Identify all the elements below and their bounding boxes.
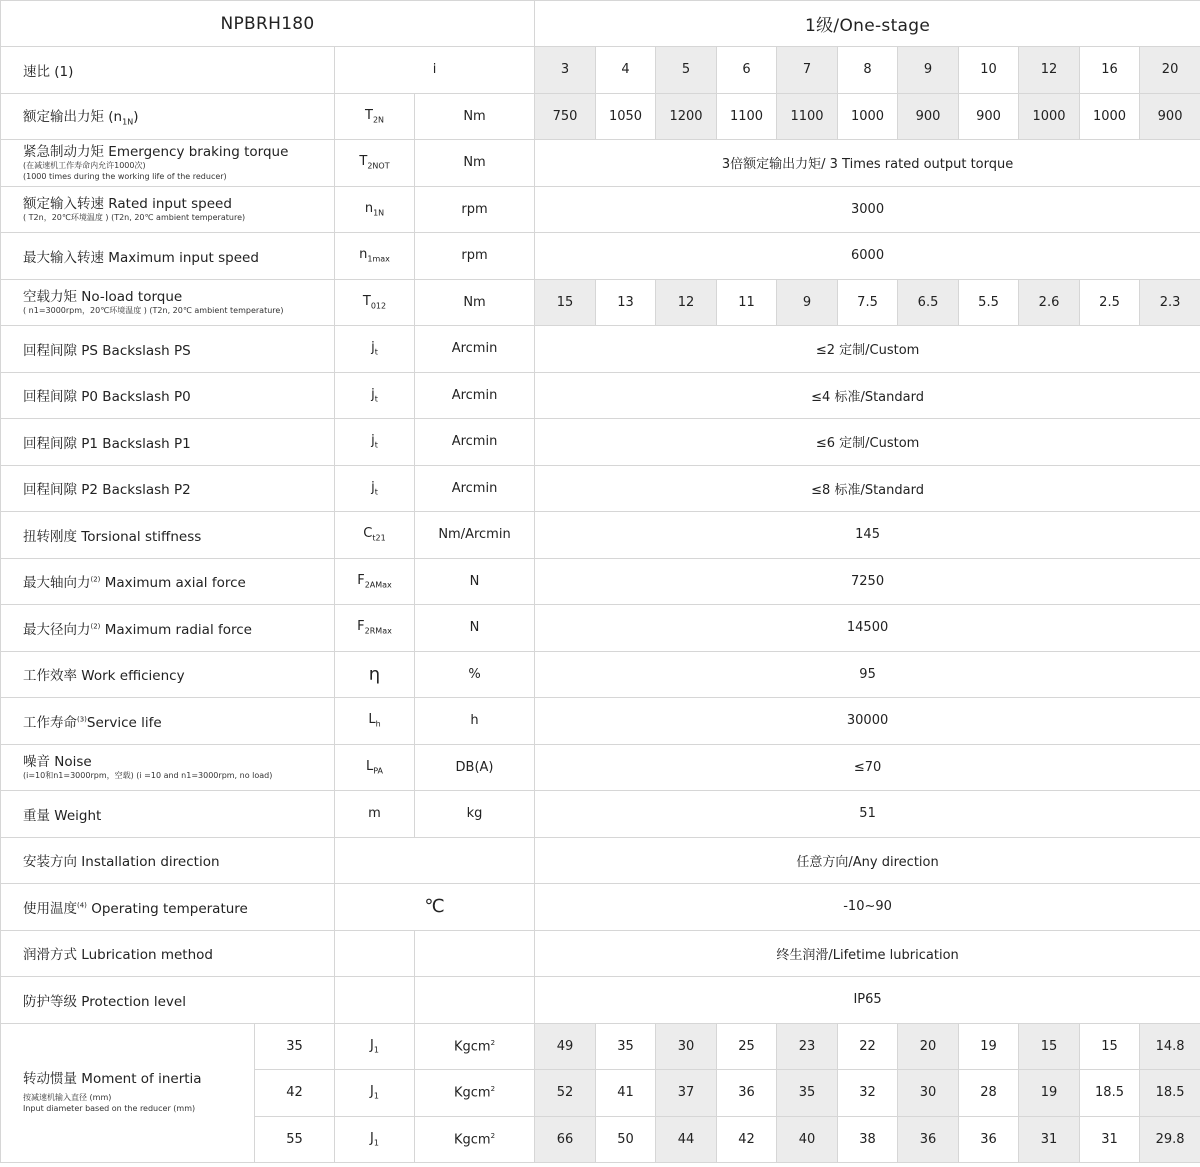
life-label: 工作寿命$^{(3)}$Service life [1,698,335,745]
noload-value: 9 [777,279,838,326]
inertia-label: 转动惯量 Moment of inertia 按减速机输入直径 (mm) Input diameter based on the reducer (mm) [1,1023,255,1163]
protection-symbol-empty [335,977,415,1024]
radial-label: 最大径向力$^{(2)}$ Maximum radial force [1,605,335,652]
protection-value: IP65 [535,977,1200,1024]
ratio-value: 7 [777,47,838,94]
noload-unit: Nm [415,279,535,326]
inertia-value: 29.8 [1140,1116,1200,1163]
ratio-value: 10 [959,47,1019,94]
efficiency-label: 工作效率 Work efficiency [1,651,335,698]
inertia-unit: Kgcm$^2$ [415,1023,535,1070]
noise-symbol: $L_{PA}$ [335,744,415,791]
noload-value: 5.5 [959,279,1019,326]
inertia-value: 31 [1080,1116,1140,1163]
install-label: 安装方向 Installation direction [1,837,335,884]
rated-torque-row [1,93,1200,140]
ratio-value: 12 [1019,47,1080,94]
ratio-value: 6 [717,47,777,94]
stiffness-symbol: $C_{t21}$ [335,512,415,559]
noload-value: 12 [656,279,717,326]
inertia-unit: Kgcm$^2$ [415,1070,535,1117]
rated-torque-unit: Nm [415,93,535,140]
radial-symbol: $F_{2RMax}$ [335,605,415,652]
stiffness-label: 扭转刚度 Torsional stiffness [1,512,335,559]
inertia-value: 28 [959,1070,1019,1117]
stiffness-unit: Nm/Arcmin [415,512,535,559]
rated-speed-unit: rpm [415,186,535,233]
noise-row [1,744,1200,791]
axial-row [1,558,1200,605]
max-speed-label: 最大输入转速 Maximum input speed [1,233,335,280]
inertia-symbol: $J_1$ [335,1116,415,1163]
radial-value: 14500 [535,605,1200,652]
radial-unit: N [415,605,535,652]
inertia-value: 36 [898,1116,959,1163]
rated-speed-label: 额定输入转速 Rated input speed ( T2n，20℃环境温度 ) (T2n, 20℃ ambient temperature) [1,186,335,233]
inertia-value: 18.5 [1080,1070,1140,1117]
inertia-diameter: 42 [255,1070,335,1117]
efficiency-unit: % [415,651,535,698]
inertia-value: 38 [838,1116,898,1163]
noise-unit: DB(A) [415,744,535,791]
max-speed-symbol: $n_{1max}$ [335,233,415,280]
ratio-value: 8 [838,47,898,94]
torque-value: 1200 [656,93,717,140]
axial-symbol: $F_{2AMax}$ [335,558,415,605]
torque-value: 900 [1140,93,1200,140]
temp-unit: ℃ [335,884,535,931]
backlash-label: 回程间隙 PS Backslash PS [1,326,335,373]
noload-value: 15 [535,279,596,326]
torque-value: 1000 [1080,93,1140,140]
inertia-value: 42 [717,1116,777,1163]
efficiency-row [1,651,1200,698]
inertia-value: 44 [656,1116,717,1163]
torque-value: 1050 [596,93,656,140]
inertia-symbol: $J_1$ [335,1023,415,1070]
backlash-unit: Arcmin [415,326,535,373]
protection-label: 防护等级 Protection level [1,977,335,1024]
torque-value: 900 [959,93,1019,140]
backlash-p1-row [1,419,1200,466]
emergency-row [1,140,1200,187]
inertia-value: 23 [777,1023,838,1070]
backlash-unit: Arcmin [415,372,535,419]
inertia-value: 36 [717,1070,777,1117]
inertia-value: 14.8 [1140,1023,1200,1070]
torque-value: 1000 [1019,93,1080,140]
noload-label: 空载力矩 No-load torque ( n1=3000rpm，20℃环境温度 ) (T2n, 20℃ ambient temperature) [1,279,335,326]
inertia-value: 19 [959,1023,1019,1070]
backlash-symbol: $j_t$ [335,372,415,419]
noload-value: 13 [596,279,656,326]
life-row [1,698,1200,745]
rated-torque-symbol: $T_{2N}$ [335,93,415,140]
inertia-value: 30 [898,1070,959,1117]
backlash-label: 回程间隙 P1 Backslash P1 [1,419,335,466]
install-row [1,837,1200,884]
backlash-p2-row [1,465,1200,512]
radial-row [1,605,1200,652]
temp-value: -10~90 [535,884,1200,931]
noload-value: 7.5 [838,279,898,326]
ratio-value: 16 [1080,47,1140,94]
inertia-symbol: $J_1$ [335,1070,415,1117]
inertia-value: 25 [717,1023,777,1070]
inertia-value: 22 [838,1023,898,1070]
inertia-diameter: 35 [255,1023,335,1070]
torque-value: 1100 [777,93,838,140]
backlash-symbol: $j_t$ [335,419,415,466]
install-value: 任意方向/Any direction [535,837,1200,884]
noload-value: 2.5 [1080,279,1140,326]
axial-unit: N [415,558,535,605]
backlash-value: ≤2 定制/Custom [535,326,1200,373]
life-value: 30000 [535,698,1200,745]
axial-value: 7250 [535,558,1200,605]
model-header: NPBRH180 [1,1,535,47]
inertia-value: 41 [596,1070,656,1117]
temp-label: 使用温度$^{(4)}$ Operating temperature [1,884,335,931]
lube-symbol-empty [335,930,415,977]
emergency-value: 3倍额定输出力矩/ 3 Times rated output torque [535,140,1200,187]
inertia-value: 50 [596,1116,656,1163]
lube-unit-empty [415,930,535,977]
ratio-value: 20 [1140,47,1200,94]
noload-value: 6.5 [898,279,959,326]
backlash-unit: Arcmin [415,419,535,466]
backlash-ps-row [1,326,1200,373]
weight-row [1,791,1200,838]
backlash-symbol: $j_t$ [335,326,415,373]
inertia-value: 40 [777,1116,838,1163]
ratio-row [1,47,1200,94]
inertia-value: 49 [535,1023,596,1070]
efficiency-value: 95 [535,651,1200,698]
backlash-value: ≤8 标准/Standard [535,465,1200,512]
noload-row [1,279,1200,326]
backlash-p0-row [1,372,1200,419]
noload-value: 11 [717,279,777,326]
install-unit-empty [335,837,535,884]
lube-row [1,930,1200,977]
noload-value: 2.6 [1019,279,1080,326]
rated-speed-value: 3000 [535,186,1200,233]
inertia-value: 35 [777,1070,838,1117]
max-speed-row [1,233,1200,280]
noise-value: ≤70 [535,744,1200,791]
inertia-value: 66 [535,1116,596,1163]
backlash-value: ≤6 定制/Custom [535,419,1200,466]
backlash-label: 回程间隙 P2 Backslash P2 [1,465,335,512]
inertia-value: 30 [656,1023,717,1070]
life-symbol: $L_h$ [335,698,415,745]
ratio-symbol: i [335,47,535,94]
inertia-value: 15 [1019,1023,1080,1070]
stage-header: 1级/One-stage [535,1,1200,47]
backlash-value: ≤4 标准/Standard [535,372,1200,419]
weight-unit: kg [415,791,535,838]
inertia-value: 19 [1019,1070,1080,1117]
torque-value: 900 [898,93,959,140]
rated-speed-row [1,186,1200,233]
inertia-value: 15 [1080,1023,1140,1070]
ratio-value: 9 [898,47,959,94]
emergency-label: 紧急制动力矩 Emergency braking torque (在减速机工作寿命内允许1000次) (1000 times during the working life of the reducer) [1,140,335,187]
life-unit: h [415,698,535,745]
emergency-unit: Nm [415,140,535,187]
ratio-value: 5 [656,47,717,94]
stiffness-row [1,512,1200,559]
protection-unit-empty [415,977,535,1024]
inertia-value: 20 [898,1023,959,1070]
inertia-diameter: 55 [255,1116,335,1163]
weight-value: 51 [535,791,1200,838]
inertia-value: 32 [838,1070,898,1117]
backlash-symbol: $j_t$ [335,465,415,512]
lube-label: 润滑方式 Lubrication method [1,930,335,977]
torque-value: 750 [535,93,596,140]
inertia-unit: Kgcm$^2$ [415,1116,535,1163]
inertia-value: 52 [535,1070,596,1117]
temp-row [1,884,1200,931]
inertia-value: 37 [656,1070,717,1117]
max-speed-value: 6000 [535,233,1200,280]
backlash-unit: Arcmin [415,465,535,512]
inertia-value: 18.5 [1140,1070,1200,1117]
inertia-value: 35 [596,1023,656,1070]
max-speed-unit: rpm [415,233,535,280]
ratio-value: 4 [596,47,656,94]
emergency-symbol: $T_{2NOT}$ [335,140,415,187]
rated-torque-label: 额定输出力矩 $(n_{1N})$ [1,93,335,140]
inertia-row [1,1023,1200,1070]
axial-label: 最大轴向力$^{(2)}$ Maximum axial force [1,558,335,605]
torque-value: 1000 [838,93,898,140]
noload-symbol: $T_{012}$ [335,279,415,326]
ratio-value: 3 [535,47,596,94]
stiffness-value: 145 [535,512,1200,559]
backlash-label: 回程间隙 P0 Backslash P0 [1,372,335,419]
ratio-label: 速比 (1) [1,47,335,94]
torque-value: 1100 [717,93,777,140]
rated-speed-symbol: $n_{1N}$ [335,186,415,233]
lube-value: 终生润滑/Lifetime lubrication [535,930,1200,977]
efficiency-symbol: η [335,651,415,698]
weight-symbol: m [335,791,415,838]
protection-row [1,977,1200,1024]
noise-label: 噪音 Noise (i=10和n1=3000rpm，空载) (i =10 and n1=3000rpm, no load) [1,744,335,791]
weight-label: 重量 Weight [1,791,335,838]
noload-value: 2.3 [1140,279,1200,326]
inertia-value: 31 [1019,1116,1080,1163]
inertia-value: 36 [959,1116,1019,1163]
